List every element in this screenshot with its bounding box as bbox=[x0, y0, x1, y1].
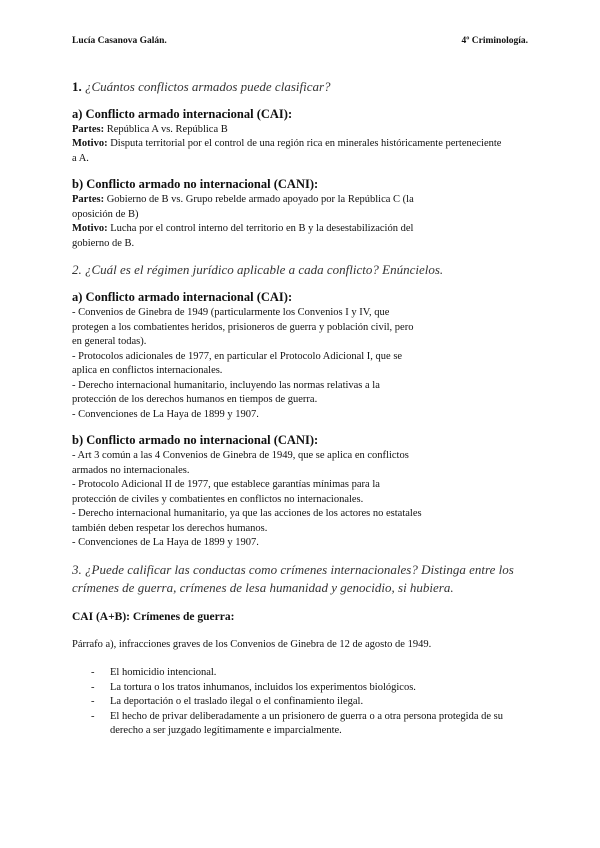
text-line: - Derecho internacional humanitario, incluyendo las normas relativas a la bbox=[72, 379, 380, 391]
q1-cani-parties: Partes: Gobierno de B vs. Grupo rebelde armado apoyado por la República C (la bbox=[72, 194, 414, 205]
question-1-text: ¿Cuántos conflictos armados puede clasificar? bbox=[85, 78, 331, 94]
author-name: Lucía Casanova Galán. bbox=[72, 36, 167, 46]
q2-cani-heading: b) Conflicto armado no internacional (CANI): bbox=[72, 433, 319, 447]
text-line: - Art 3 común a las 4 Convenios de Ginebra de 1949, que se aplica en conflictos bbox=[72, 450, 409, 461]
text-line: - Derecho internacional humanitario, ya que las acciones de los actores no estatales bbox=[72, 508, 422, 519]
q1-cani-motive: Motivo: Lucha por el control interno del territorio en B y la desestabilización del bbox=[72, 223, 414, 234]
course-label: 4º Criminología. bbox=[461, 36, 528, 46]
q2-cani-body bbox=[72, 449, 528, 551]
q1-cani-motive-cont: gobierno de B. bbox=[72, 237, 135, 249]
text-line: en general todas). bbox=[72, 336, 147, 347]
list-item: - La deportación o el traslado ilegal o el confinamiento ilegal. bbox=[91, 695, 528, 710]
q2-cai-body bbox=[72, 306, 528, 422]
text-line: - Protocolos adicionales de 1977, en particular el Protocolo Adicional I, que se bbox=[72, 350, 403, 362]
text-line: protegen a los combatientes heridos, prisioneros de guerra y población civil, pero bbox=[72, 321, 414, 333]
list-item: - El homicidio intencional. bbox=[91, 666, 528, 681]
war-crimes-list bbox=[72, 666, 528, 739]
text-line: - Convenios de Ginebra de 1949 (particularmente los Convenios I y IV, que bbox=[72, 307, 390, 318]
question-3-line: 3. ¿Puede calificar las conductas como crímenes internacionales? Distinga entre los bbox=[72, 561, 514, 577]
question-3-line: crímenes de guerra, crímenes de lesa humanidad y genocidio, si hubiera. bbox=[72, 579, 454, 595]
q1-cani-heading: b) Conflicto armado no internacional (CANI): bbox=[72, 177, 319, 191]
question-1-number: 1. bbox=[72, 78, 82, 94]
text-line: - Protocolo Adicional II de 1977, que establece garantías mínimas para la bbox=[72, 479, 380, 490]
q1-cai-motive: Motivo: Disputa territorial por el control de una región rica en minerales históricamente perteneciente bbox=[72, 138, 502, 149]
text-line: - Convenciones de La Haya de 1899 y 1907. bbox=[72, 537, 259, 548]
question-2: 2. ¿Cuál es el régimen jurídico aplicable a cada conflicto? Enúncielos. bbox=[72, 262, 444, 277]
text-line: - Convenciones de La Haya de 1899 y 1907. bbox=[72, 408, 259, 420]
q1-cai-motive-cont: a A. bbox=[72, 152, 89, 164]
question-1 bbox=[72, 78, 528, 96]
list-item: - El hecho de privar deliberadamente a un prisionero de guerra o a otra persona protegida de su derecho a ser juzgado legítimamente e imparcialmente. bbox=[91, 710, 528, 739]
list-item: - La tortura o los tratos inhumanos, incluidos los experimentos biológicos. bbox=[91, 681, 528, 696]
page-header bbox=[72, 34, 528, 49]
q3-subheading: CAI (A+B): Crímenes de guerra: bbox=[72, 610, 235, 623]
text-line: aplica en conflictos internacionales. bbox=[72, 365, 223, 376]
q2-cai-heading: a) Conflicto armado internacional (CAI): bbox=[72, 290, 293, 304]
text-line: armados no internacionales. bbox=[72, 464, 190, 476]
q3-paragraph: Párrafo a), infracciones graves de los Convenios de Ginebra de 12 de agosto de 1949. bbox=[72, 638, 432, 650]
q1-cai-parties: Partes: República A vs. República B bbox=[72, 123, 228, 135]
text-line: protección de los derechos humanos en tiempos de guerra. bbox=[72, 394, 318, 405]
q1-cani-parties-cont: oposición de B) bbox=[72, 208, 139, 220]
q1-cai-heading: a) Conflicto armado internacional (CAI): bbox=[72, 106, 293, 121]
question-3 bbox=[72, 561, 528, 597]
text-line: protección de civiles y combatientes en conflictos no internacionales. bbox=[72, 493, 364, 505]
text-line: también deben respetar los derechos humanos. bbox=[72, 522, 268, 534]
